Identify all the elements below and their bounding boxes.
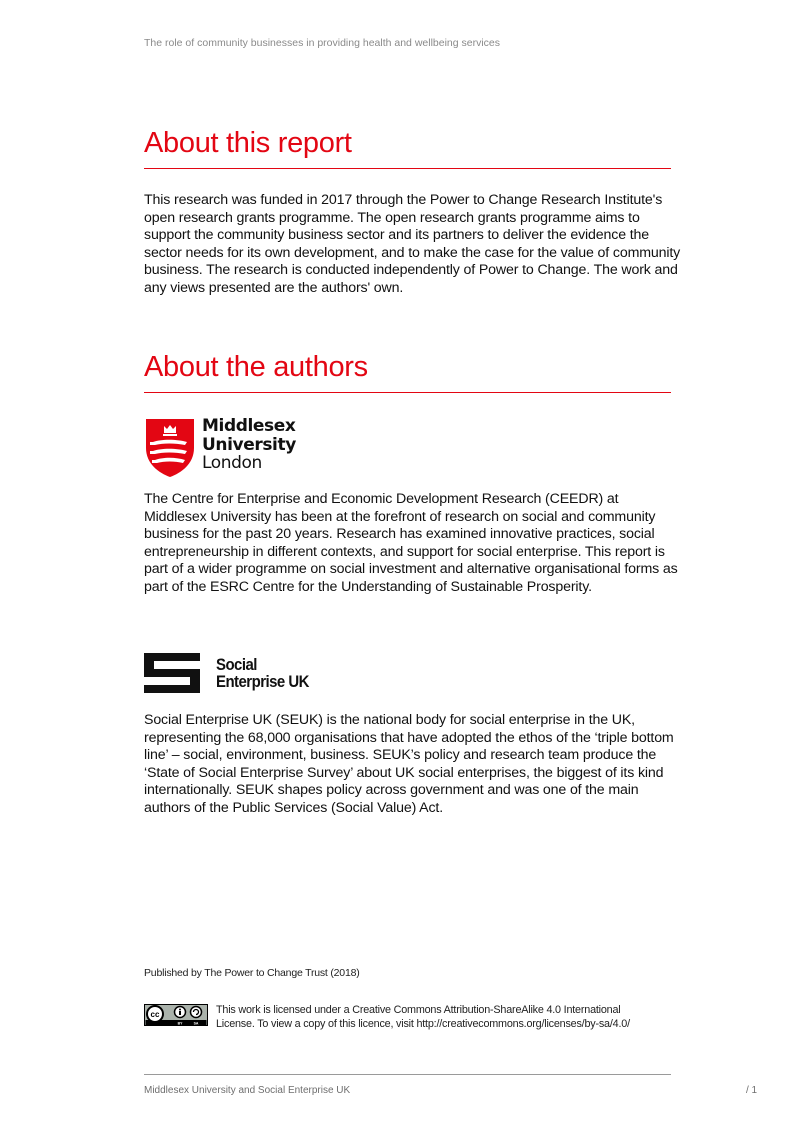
seuk-s-mark-icon	[144, 653, 200, 693]
middlesex-wordmark-line: London	[202, 453, 262, 473]
about-report-heading: About this report	[144, 126, 671, 169]
license-line[interactable]: License. To view a copy of this licence, visit http://creativecommons.org/licenses/by-sa/4.0/	[216, 1017, 630, 1030]
footer-authors: Middlesex University and Social Enterprise UK	[144, 1085, 351, 1096]
middlesex-wordmark-line: Middlesex	[202, 416, 296, 436]
page-number: / 1	[746, 1085, 758, 1096]
about-authors-heading: About the authors	[144, 350, 671, 393]
running-header: The role of community businesses in providing health and wellbeing services	[144, 37, 501, 49]
seuk-wordmark-line: Enterprise UK	[216, 672, 309, 691]
middlesex-wordmark-line: University	[202, 434, 296, 455]
svg-text:SA: SA	[193, 1021, 199, 1026]
seuk-wordmark-line: Social	[216, 655, 257, 674]
seuk-logo	[144, 653, 322, 693]
license-text	[216, 1004, 630, 1031]
seuk-description: Social Enterprise UK (SEUK) is the national body for social enterprise in the UK, representing the 68,000 organisations that have adopted the ethos of the ‘triple bottom line’ – social, environment, business. SEUK’s policy and research team produce the ‘State of Social Enterprise Survey’ about UK social enterprises, the biggest of its kind internationally. SEUK shapes policy across government and was one of the main authors of the Public Services (Social Value) Act.	[144, 712, 674, 816]
middlesex-description: The Centre for Enterprise and Economic Development Research (CEEDR) at Middlesex University has been at the forefront of research on social and community business for the past 20 years. Research has examined innovative practices, social entrepreneurship in different contexts, and support for social enterprise. This report is part of a wider programme on social investment and alternative organisational forms as part of the ESRC Centre for the Understanding of Sustainable Prosperity.	[144, 491, 678, 595]
about-report-paragraph: This research was funded in 2017 through the Power to Change Research Institute's open research grants programme. The open research grants programme aims to support the community business sector and its partners to deliver the evidence the sector needs for its own development, and to make the case for the value of community business. The research is conducted independently of Power to Change. The work and any views presented are the authors' own.	[144, 192, 681, 296]
footer-divider	[144, 1074, 671, 1075]
svg-text:cc: cc	[150, 1010, 160, 1019]
svg-text:BY: BY	[177, 1021, 183, 1026]
seuk-wordmark	[216, 656, 309, 690]
middlesex-logo	[145, 418, 296, 478]
license-block	[144, 1004, 630, 1031]
middlesex-wordmark	[202, 417, 296, 473]
shield-crest-icon	[145, 418, 195, 478]
published-by: Published by The Power to Change Trust (2018)	[144, 967, 360, 979]
license-line: This work is licensed under a Creative Commons Attribution-ShareAlike 4.0 International	[216, 1004, 621, 1016]
cc-by-sa-icon[interactable]	[144, 1004, 208, 1026]
